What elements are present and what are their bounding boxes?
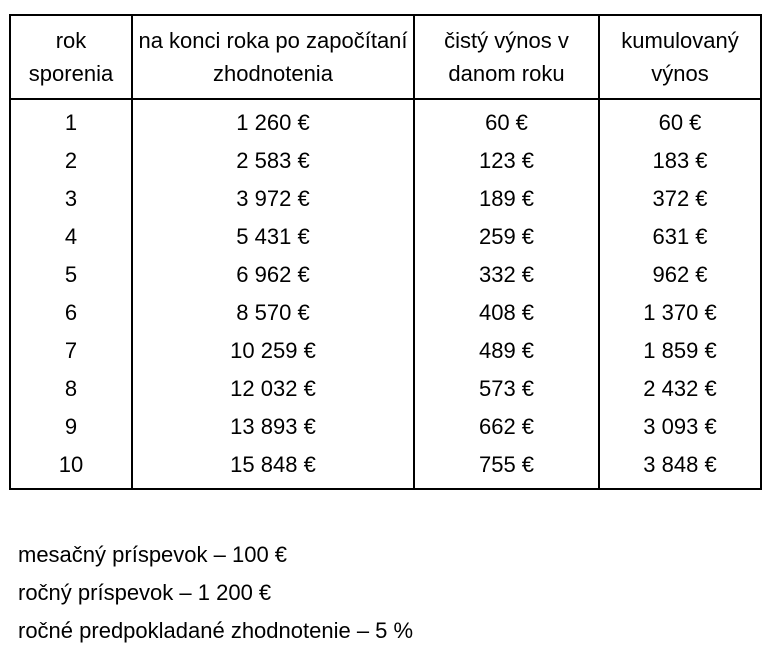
table-row xyxy=(10,332,761,370)
cell-net-yield: 332 € xyxy=(414,256,599,294)
table-row xyxy=(10,446,761,489)
cell-year-end-balance: 12 032 € xyxy=(132,370,414,408)
cell-net-yield: 662 € xyxy=(414,408,599,446)
cell-net-yield: 755 € xyxy=(414,446,599,489)
cell-net-yield: 408 € xyxy=(414,294,599,332)
cell-year-end-balance: 5 431 € xyxy=(132,218,414,256)
header-year-end-balance: na konci roka po započítaní zhodnotenia xyxy=(132,15,414,99)
cell-cumulative-yield: 3 093 € xyxy=(599,408,761,446)
cell-net-yield: 489 € xyxy=(414,332,599,370)
cell-savings-year: 1 xyxy=(10,99,132,142)
cell-cumulative-yield: 631 € xyxy=(599,218,761,256)
cell-year-end-balance: 15 848 € xyxy=(132,446,414,489)
cell-cumulative-yield: 372 € xyxy=(599,180,761,218)
cell-savings-year: 3 xyxy=(10,180,132,218)
cell-savings-year: 8 xyxy=(10,370,132,408)
cell-net-yield: 123 € xyxy=(414,142,599,180)
cell-net-yield: 189 € xyxy=(414,180,599,218)
table-row xyxy=(10,180,761,218)
table-row xyxy=(10,99,761,142)
cell-savings-year: 4 xyxy=(10,218,132,256)
cell-cumulative-yield: 1 370 € xyxy=(599,294,761,332)
cell-savings-year: 5 xyxy=(10,256,132,294)
table-row xyxy=(10,256,761,294)
cell-year-end-balance: 1 260 € xyxy=(132,99,414,142)
cell-cumulative-yield: 962 € xyxy=(599,256,761,294)
annual-contribution-note: ročný príspevok – 1 200 € xyxy=(18,580,272,605)
table-body xyxy=(10,99,761,489)
cell-savings-year: 9 xyxy=(10,408,132,446)
table-row xyxy=(10,218,761,256)
cell-year-end-balance: 2 583 € xyxy=(132,142,414,180)
table-row xyxy=(10,294,761,332)
cell-savings-year: 7 xyxy=(10,332,132,370)
assumptions-notes xyxy=(18,536,413,650)
cell-cumulative-yield: 1 859 € xyxy=(599,332,761,370)
cell-year-end-balance: 3 972 € xyxy=(132,180,414,218)
cell-cumulative-yield: 183 € xyxy=(599,142,761,180)
header-savings-year: rok sporenia xyxy=(10,15,132,99)
table-header-row xyxy=(10,15,761,99)
table-row xyxy=(10,370,761,408)
cell-net-yield: 60 € xyxy=(414,99,599,142)
header-net-yield: čistý výnos v danom roku xyxy=(414,15,599,99)
cell-year-end-balance: 8 570 € xyxy=(132,294,414,332)
cell-net-yield: 573 € xyxy=(414,370,599,408)
cell-year-end-balance: 6 962 € xyxy=(132,256,414,294)
cell-year-end-balance: 10 259 € xyxy=(132,332,414,370)
table-row xyxy=(10,408,761,446)
cell-cumulative-yield: 2 432 € xyxy=(599,370,761,408)
cell-cumulative-yield: 60 € xyxy=(599,99,761,142)
cell-net-yield: 259 € xyxy=(414,218,599,256)
cell-savings-year: 10 xyxy=(10,446,132,489)
expected-appreciation-note: ročné predpokladané zhodnotenie – 5 % xyxy=(18,618,414,643)
cell-cumulative-yield: 3 848 € xyxy=(599,446,761,489)
cell-year-end-balance: 13 893 € xyxy=(132,408,414,446)
savings-table xyxy=(9,14,762,490)
cell-savings-year: 2 xyxy=(10,142,132,180)
cell-savings-year: 6 xyxy=(10,294,132,332)
header-cumulative-yield: kumulovaný výnos xyxy=(599,15,761,99)
table-row xyxy=(10,142,761,180)
monthly-contribution-note: mesačný príspevok – 100 € xyxy=(18,542,288,567)
